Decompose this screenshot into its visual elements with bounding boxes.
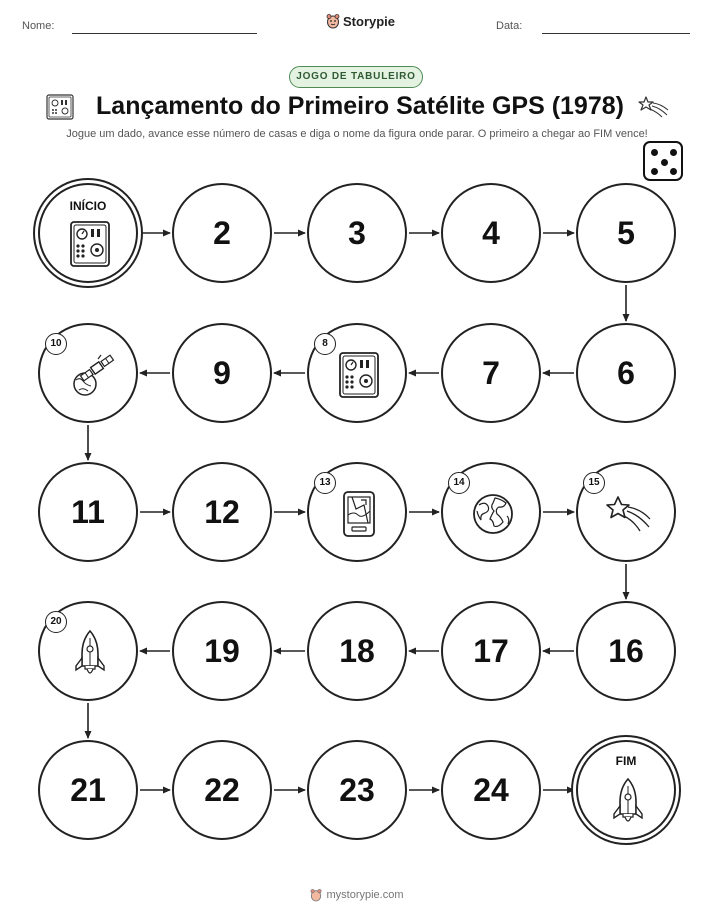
- page-title: Lançamento do Primeiro Satélite GPS (1978): [96, 92, 624, 120]
- board-space-15: [576, 462, 676, 562]
- board-space-7: [441, 323, 541, 423]
- rocket-icon: [65, 628, 115, 678]
- finish-space: [576, 740, 676, 840]
- board-space-23: [307, 740, 407, 840]
- space-number: 16: [608, 633, 644, 669]
- start-space: [38, 183, 138, 283]
- footer: [0, 888, 714, 902]
- space-label: INÍCIO: [69, 199, 107, 213]
- space-label: FIM: [615, 754, 637, 768]
- instructions: Jogue um dado, avance esse número de casas e diga o nome da figura onde parar. O primeiro a chegar ao FIM vence!: [66, 128, 648, 140]
- board-space-19: [172, 601, 272, 701]
- space-number: 2: [213, 215, 231, 251]
- control-panel-icon: [65, 219, 115, 269]
- space-number: 17: [473, 633, 509, 669]
- board-space-5: [576, 183, 676, 283]
- board-space-21: [38, 740, 138, 840]
- space-number: 21: [70, 772, 106, 808]
- board-space-18: [307, 601, 407, 701]
- earth-icon: [468, 489, 518, 539]
- board-space-11: [38, 462, 138, 562]
- space-number: 6: [617, 355, 635, 391]
- space-number: 23: [339, 772, 375, 808]
- board-space-2: [172, 183, 272, 283]
- board-space-20: [38, 601, 138, 701]
- space-number-tag: 13: [314, 472, 336, 494]
- space-number: 19: [204, 633, 240, 669]
- board-space-16: [576, 601, 676, 701]
- board-space-9: [172, 323, 272, 423]
- space-number-tag: 20: [45, 611, 67, 633]
- board-space-22: [172, 740, 272, 840]
- name-label: Nome:: [22, 20, 55, 32]
- space-number: 4: [482, 215, 500, 251]
- space-number-tag: 8: [314, 333, 336, 355]
- shooting-star-icon: [603, 489, 653, 539]
- date-label: Data:: [496, 20, 523, 32]
- space-number-tag: 14: [448, 472, 470, 494]
- space-number: 18: [339, 633, 375, 669]
- board-space-13: [307, 462, 407, 562]
- control-panel-icon: [334, 350, 384, 400]
- board-space-4: [441, 183, 541, 283]
- board-space-8: [307, 323, 407, 423]
- space-number: 22: [204, 772, 240, 808]
- board-space-3: [307, 183, 407, 283]
- space-number: 3: [348, 215, 366, 251]
- board-space-17: [441, 601, 541, 701]
- space-number-tag: 10: [45, 333, 67, 355]
- space-number: 11: [71, 494, 105, 530]
- space-number: 9: [213, 355, 231, 391]
- storypie-mascot-icon: [310, 888, 322, 902]
- board-space-12: [172, 462, 272, 562]
- gps-map-icon: [334, 489, 384, 539]
- rocket-icon: [603, 776, 653, 826]
- board-space-14: [441, 462, 541, 562]
- board-game-badge: JOGO DE TABULEIRO: [289, 66, 423, 88]
- board-space-6: [576, 323, 676, 423]
- board-space-10: [38, 323, 138, 423]
- board-space-24: [441, 740, 541, 840]
- satellite-icon: [65, 350, 115, 400]
- space-number: 12: [204, 494, 240, 530]
- brand-name: Storypie: [343, 13, 396, 29]
- space-number: 24: [473, 772, 509, 808]
- footer-url: mystorypie.com: [326, 889, 404, 901]
- space-number: 5: [617, 215, 635, 251]
- space-number-tag: 15: [583, 472, 605, 494]
- space-number: 7: [482, 355, 500, 391]
